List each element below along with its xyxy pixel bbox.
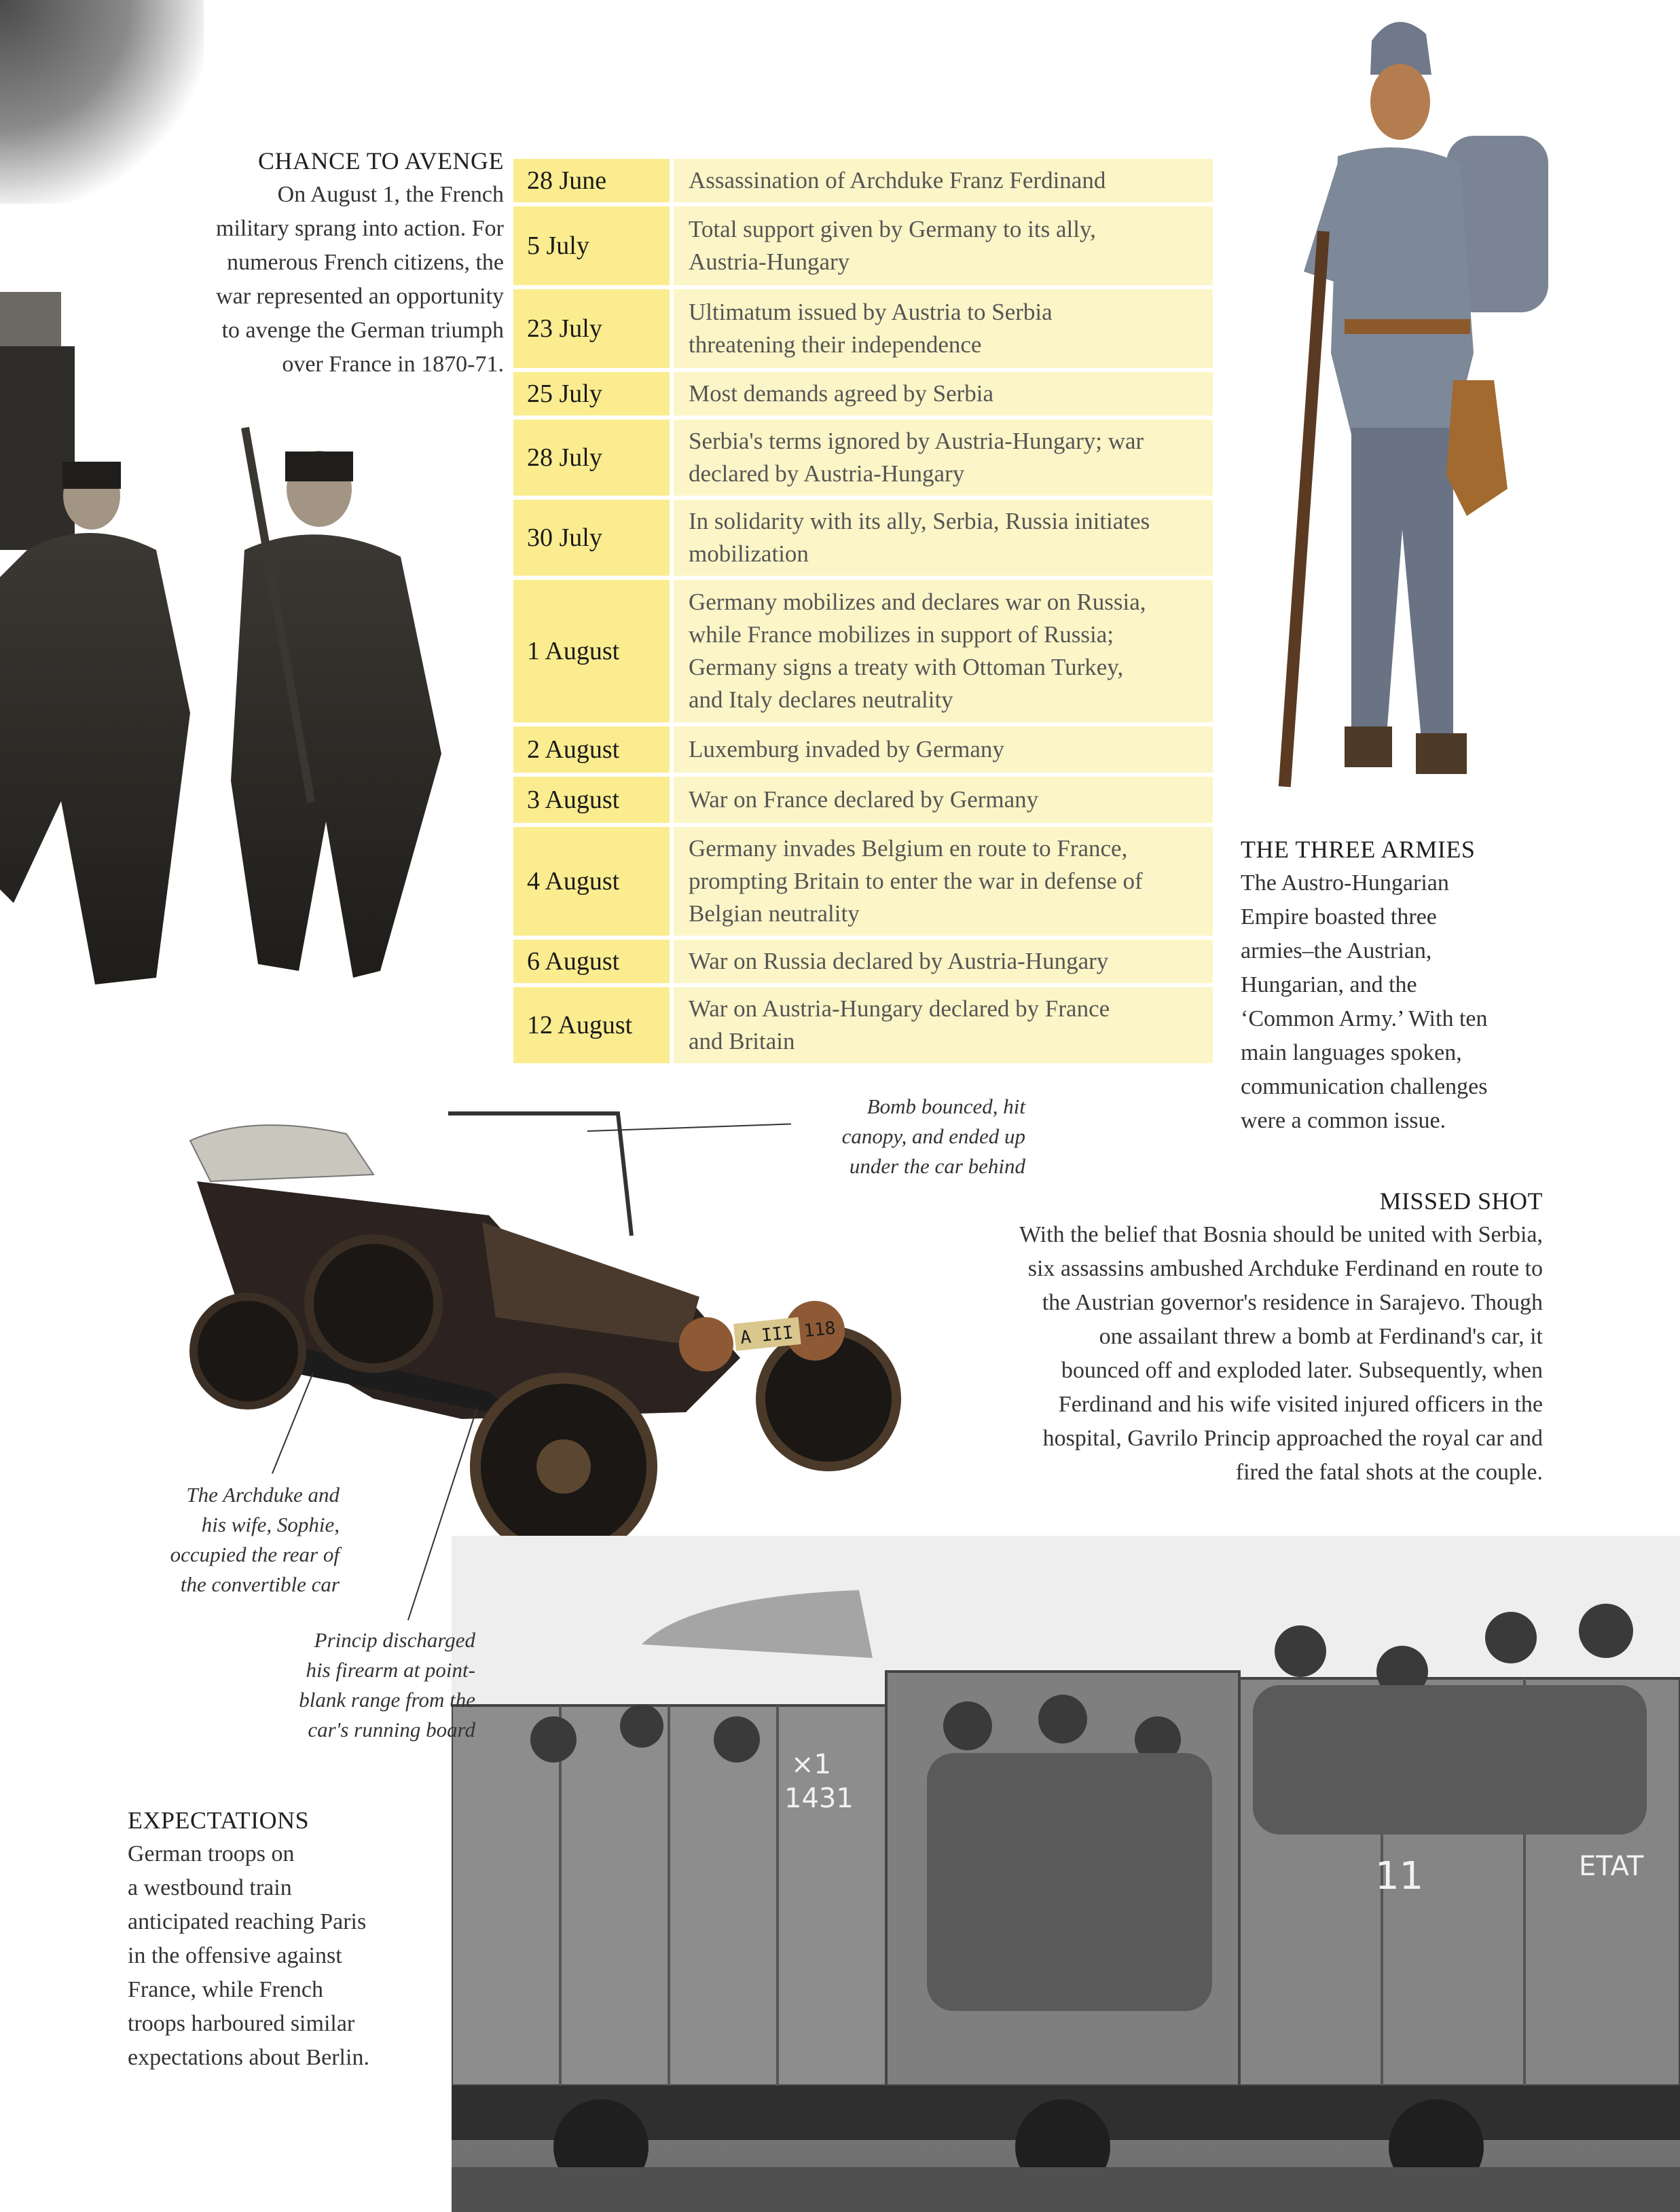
missed-shot-section	[903, 1187, 1543, 1490]
chance-heading: CHANCE TO AVENGE	[257, 147, 504, 174]
expectations-heading: EXPECTATIONS	[128, 1807, 310, 1834]
chance-to-avenge-section	[136, 147, 504, 382]
wagon-number-11: 11	[1375, 1854, 1424, 1898]
timeline-event: War on France declared by Germany	[670, 777, 1213, 823]
july-crisis-timeline	[513, 155, 1213, 1067]
missed-body: With the belief that Bosnia should be united with Serbia, six assassins ambushed Archduke Ferdinand en route to the Austrian governor's residence in Sarajevo. Though one assailant threw a bomb at Ferdinand's car, it bounced off and exploded later. Subsequently, when Ferdinand and his wife visited injured officers in the hospital, Gavrilo Princip approached the royal car and fired the fatal shots at the couple.	[1019, 1222, 1543, 1485]
timeline-row	[513, 940, 1213, 983]
caption-princip: Princip discharged his firearm at point- blank range from the car's running board	[299, 1628, 475, 1741]
timeline-date: 28 July	[513, 420, 670, 496]
timeline-event: War on Austria-Hungary declared by France and Britain	[670, 987, 1213, 1063]
timeline-row	[513, 500, 1213, 576]
timeline-row	[513, 159, 1213, 202]
timeline-event: Most demands agreed by Serbia	[670, 372, 1213, 416]
timeline-row	[513, 289, 1213, 368]
expectations-body: German troops on a westbound train anticipated reaching Paris in the offensive against France, while French troops harboured similar expectations about Berlin.	[128, 1841, 369, 2070]
timeline-event: Total support given by Germany to its ally, Austria-Hungary	[670, 206, 1213, 285]
caption-archduke: The Archduke and his wife, Sophie, occupied the rear of the convertible car	[170, 1483, 340, 1596]
timeline-date: 6 August	[513, 940, 670, 983]
car-license-plate: A III 118	[739, 1318, 837, 1348]
timeline-row	[513, 987, 1213, 1063]
timeline-date: 25 July	[513, 372, 670, 416]
missed-heading: MISSED SHOT	[1379, 1187, 1543, 1215]
timeline-date: 30 July	[513, 500, 670, 576]
timeline-row	[513, 726, 1213, 773]
timeline-date: 3 August	[513, 777, 670, 823]
three-armies-section	[1241, 835, 1553, 1138]
timeline-event: War on Russia declared by Austria-Hungary	[670, 940, 1213, 983]
chance-line: war represented an opportunity	[216, 284, 504, 309]
timeline-row	[513, 777, 1213, 823]
timeline-date: 5 July	[513, 206, 670, 285]
french-soldiers-photo	[0, 292, 475, 1025]
timeline-date: 1 August	[513, 580, 670, 722]
timeline-row	[513, 827, 1213, 936]
wagon-mark: ×1	[791, 1749, 831, 1780]
timeline-event: Luxemburg invaded by Germany	[670, 726, 1213, 773]
wagon-number: 1431	[784, 1783, 854, 1814]
chance-line: over France in 1870-71.	[282, 352, 504, 377]
timeline-event: Serbia's terms ignored by Austria-Hungary; war declared by Austria-Hungary	[670, 420, 1213, 496]
timeline-event: Germany invades Belgium en route to France, prompting Britain to enter the war in defense of Belgian neutrality	[670, 827, 1213, 936]
chance-body	[136, 178, 504, 382]
expectations-section	[128, 1806, 426, 2075]
troop-train-photo	[452, 1536, 1680, 2212]
timeline-date: 12 August	[513, 987, 670, 1063]
wagon-etat: ETAT	[1579, 1851, 1644, 1882]
chance-line: to avenge the German triumph	[221, 318, 504, 343]
timeline-event: Assassination of Archduke Franz Ferdinand	[670, 159, 1213, 202]
armies-heading: THE THREE ARMIES	[1241, 836, 1476, 863]
timeline-date: 28 June	[513, 159, 670, 202]
timeline-row	[513, 580, 1213, 722]
austro-hungarian-soldier-illustration	[1249, 0, 1589, 815]
timeline-row	[513, 206, 1213, 285]
timeline-event: Germany mobilizes and declares war on Russia, while France mobilizes in support of Russia; Germany signs a treaty with Ottoman Turkey, and Italy declares neutrality	[670, 580, 1213, 722]
timeline-row	[513, 420, 1213, 496]
chance-line: military sprang into action. For	[216, 216, 504, 241]
timeline-date: 2 August	[513, 726, 670, 773]
timeline-row	[513, 372, 1213, 416]
timeline-date: 23 July	[513, 289, 670, 368]
armies-body: The Austro-Hungarian Empire boasted three armies–the Austrian, Hungarian, and the ‘Common Army.’ With ten main languages spoken, communication challenges were a common issue.	[1241, 870, 1488, 1133]
timeline-event: In solidarity with its ally, Serbia, Russia initiates mobilization	[670, 500, 1213, 576]
timeline-event: Ultimatum issued by Austria to Serbia threatening their independence	[670, 289, 1213, 368]
caption-bomb: Bomb bounced, hit canopy, and ended up under the car behind	[841, 1094, 1025, 1178]
timeline-date: 4 August	[513, 827, 670, 936]
chance-line: On August 1, the French	[277, 182, 504, 207]
chance-line: numerous French citizens, the	[227, 250, 504, 275]
